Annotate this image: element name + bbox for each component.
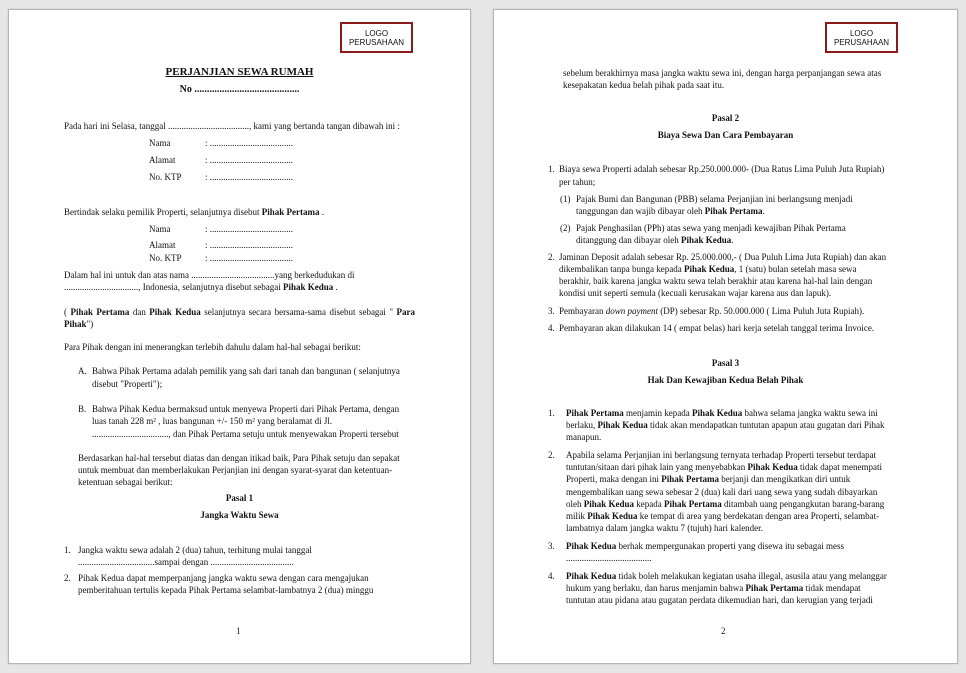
- article-1-title: Pasal 1: [225, 493, 254, 503]
- item-line: kondisi unit seperti semula (kecuali kerusakan wajar karena aus dan lapuk).: [559, 288, 832, 298]
- field-value-name: : .....................................: [205, 224, 294, 234]
- item-line: Biaya sewa Properti adalah sebesar Rp.250.000.000- (Dua Ratus Lima Puluh Juta Rupiah): [559, 164, 885, 174]
- party1-role-statement: Bertindak selaku pemilik Properti, selanjutnya disebut Pihak Pertama .: [64, 207, 324, 217]
- point-line: luas tanah 228 m² , luas bangunan +/- 150 m² yang beralamat di Jl.: [92, 416, 333, 426]
- list-marker: (1): [560, 194, 571, 204]
- opening-statement: Pada hari ini Selasa, tanggal ...................................., kami yang bertanda tangan dibawah ini :: [64, 121, 400, 131]
- point-line: disebut "Properti");: [92, 379, 163, 389]
- preamble-intro: Para Pihak dengan ini menerangkan terlebih dahulu dalam hal-hal sebagai berikut:: [64, 342, 361, 352]
- document-page-1: [8, 9, 471, 664]
- point-line: Bahwa Pihak Pertama adalah pemilik yang sah dari tanah dan bangunan ( selanjutnya: [92, 366, 400, 376]
- field-label-name: Nama: [149, 224, 171, 234]
- list-marker: 4.: [548, 323, 555, 333]
- field-label-ktp: No. KTP: [149, 172, 182, 182]
- party2-role-statement: ................................., Indonesia, selanjutnya disebut sebagai Pihak Kedua .: [64, 282, 338, 292]
- item-line: ..................................sampai dengan .....................................: [78, 557, 294, 567]
- item-line: dikembalikan tanpa bunga kepada Pihak Kedua, 1 (satu) bulan setelah masa sewa: [559, 264, 857, 274]
- item-line: manapun.: [566, 432, 602, 442]
- item-line: tuntutan/sitaan dari pihak lain yang menyebabkan Pihak Kedua tidak dapat menempati: [566, 462, 882, 472]
- list-marker: B.: [78, 404, 87, 414]
- article-2-title: Pasal 2: [711, 113, 740, 123]
- parties-collective-statement: ( Pihak Pertama dan Pihak Kedua selanjutnya secara bersama-sama disebut sebagai " Para Pihak"): [64, 307, 415, 330]
- item-line: Pembayaran down payment (DP) sebesar Rp. 50.000.000 ( Lima Puluh Juta Rupiah).: [559, 306, 865, 316]
- field-label-address: Alamat: [149, 155, 176, 165]
- paragraph-line: Berdasarkan hal-hal tersebut diatas dan dengan itikad baik, Para Pihak setuju dan sepakat: [78, 453, 400, 463]
- item-line: pemberitahuan tertulis kepada Pihak Pertama selambat-lambatnya 2 (dua) minggu: [78, 585, 374, 595]
- list-marker: 3.: [548, 306, 555, 316]
- paragraph-line: untuk membuat dan memberlakukan Perjanjian ini dengan syarat-syarat dan ketentuan-: [78, 465, 393, 475]
- list-marker: 1.: [548, 408, 555, 418]
- list-marker: 1.: [548, 164, 555, 174]
- field-label-address: Alamat: [149, 240, 176, 250]
- list-marker: 2.: [548, 252, 555, 262]
- item-line: hukum yang berlaku, dan harus menjamin bahwa Pihak Pertama tidak mendapat: [566, 583, 861, 593]
- item-line: oleh Pihak Kedua kepada Pihak Pertama ditambah uang pengangkutan barang-barang: [566, 499, 885, 509]
- item-line: Jaminan Deposit adalah sebesar Rp. 25.000.000,- ( Dua Puluh Lima Juta Rupiah) dan akan: [559, 252, 887, 262]
- item-line: Pihak Kedua berhak mempergunakan properti yang disewa itu sebagai mess: [566, 541, 845, 551]
- point-line: .................................., dan Pihak Pertama setuju untuk menyewakan Properti tersebut: [92, 429, 399, 439]
- paragraph-line: ketentuan sebagai berikut:: [78, 477, 173, 487]
- field-value-ktp: : .....................................: [205, 172, 294, 182]
- party2-representation-line: Dalam hal ini untuk dan atas nama .....................................yang berkedudukan di: [64, 270, 355, 280]
- point-line: Bahwa Pihak Kedua bermaksud untuk menyewa Properti dari Pihak Pertama, dengan: [92, 404, 400, 414]
- article-3-subtitle: Hak Dan Kewajiban Kedua Belah Pihak: [647, 375, 804, 385]
- item-line: per tahun;: [559, 177, 596, 187]
- document-page-2: [493, 9, 958, 664]
- item-line: mengembalikan uang sewa sebesar 2 (dua) kali dari uang sewa yang sudah dibayarkan: [566, 487, 878, 497]
- item-line: Pihak Pertama menjamin kepada Pihak Kedua bahwa selama jangka waktu sewa ini: [566, 408, 878, 418]
- item-line: tuntutan atau pidana atau gugatan perdata dikemudian hari, dan kerugian yang terjadi: [566, 595, 873, 605]
- field-value-ktp: : .....................................: [205, 253, 294, 263]
- list-marker: 2.: [64, 573, 71, 583]
- list-marker: 3.: [548, 541, 555, 551]
- item-line: Jangka waktu sewa adalah 2 (dua) tahun, terhitung mulai tanggal: [78, 545, 312, 555]
- continuation-line: kesepakatan kedua belah pihak pada saat itu.: [563, 80, 725, 90]
- item-line: milik Pihak Kedua ke tempat di area yang berdekatan dengan area Properti, selambat-: [566, 511, 880, 521]
- continuation-line: sebelum berakhirnya masa jangka waktu sewa ini, dengan harga perpanjangan sewa atas: [563, 68, 882, 78]
- list-marker: 1.: [64, 545, 71, 555]
- field-label-ktp: No. KTP: [149, 253, 182, 263]
- item-line: Pihak Kedua dapat memperpanjang jangka waktu sewa dengan cara mengajukan: [78, 573, 369, 583]
- company-logo-placeholder: LOGO PERUSAHAAN: [340, 22, 413, 53]
- item-line: tanggungan dan wajib dibayar oleh Pihak Pertama.: [576, 206, 765, 216]
- document-title: PERJANJIAN SEWA RUMAH: [165, 66, 314, 78]
- company-logo-placeholder: LOGO PERUSAHAAN: [825, 22, 898, 53]
- article-3-title: Pasal 3: [711, 358, 740, 368]
- item-line: Pajak Penghasilan (PPh) atas sewa yang menjadi kewajiban Pihak Pertama: [576, 223, 846, 233]
- field-label-name: Nama: [149, 138, 171, 148]
- item-line: berlaku, Pihak Kedua tidak akan mendapatkan tuntutan apapun atau gugatan dari Pihak: [566, 420, 885, 430]
- field-value-name: : .....................................: [205, 138, 294, 148]
- document-number: No ..........................................: [179, 84, 300, 95]
- list-marker: 4.: [548, 571, 555, 581]
- item-line: Pajak Bumi dan Bangunan (PBB) selama Perjanjian ini berlangsung menjadi: [576, 194, 853, 204]
- item-line: lambatnya dalam jangka waktu 7 (tujuh) hari kalender.: [566, 523, 763, 533]
- item-line: berakhir, baik karena jangka waktu sewa telah berakhir atau karena hal-hal lain dengan: [559, 276, 873, 286]
- field-value-address: : .....................................: [205, 155, 294, 165]
- page-number: 1: [236, 626, 241, 636]
- list-marker: (2): [560, 223, 571, 233]
- item-line: Apabila selama Perjanjian ini berlangsung ternyata terhadap Properti tersebut terdapat: [566, 450, 877, 460]
- item-line: ......................................: [566, 553, 652, 563]
- list-marker: A.: [78, 366, 87, 376]
- list-marker: 2.: [548, 450, 555, 460]
- item-line: Properti, maka dengan ini Pihak Pertama berjanji dan mengikatkan diri untuk: [566, 474, 851, 484]
- item-line: Pembayaran akan dilakukan 14 ( empat belas) hari kerja setelah tanggal terima Invoice.: [559, 323, 875, 333]
- field-value-address: : .....................................: [205, 240, 294, 250]
- article-1-subtitle: Jangka Waktu Sewa: [200, 510, 279, 520]
- item-line: ditanggung dan dibayar oleh Pihak Kedua.: [576, 235, 734, 245]
- page-number: 2: [721, 626, 726, 636]
- article-2-subtitle: Biaya Sewa Dan Cara Pembayaran: [657, 130, 794, 140]
- item-line: Pihak Kedua tidak boleh melakukan kegiatan usaha illegal, asusila atau yang melanggar: [566, 571, 887, 581]
